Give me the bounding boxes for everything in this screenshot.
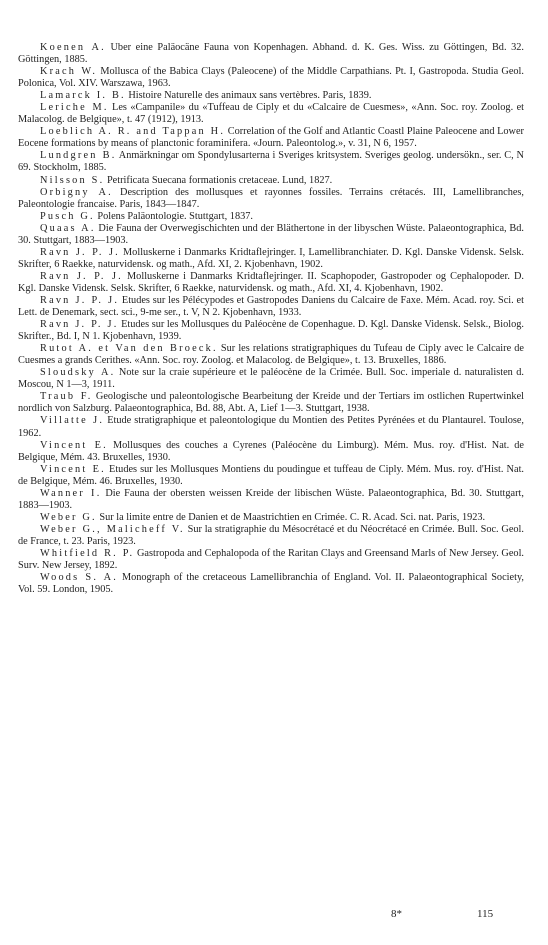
reference-entry [18, 391, 524, 415]
reference-text: Note sur la craie supérieure et le paléocène de la Crimée. Bull. Soc. imperiale d. naturalisten d. Moscou, N 1—3, 1911. [18, 367, 524, 391]
reference-text: Sur la stratigraphie du Mésocrétacé et du Néocrétacé en Crimée. Bull. Soc. Geol. de France, t. 23. Paris, 1923. [18, 523, 524, 547]
reference-entry [18, 126, 524, 150]
reference-entry [18, 175, 524, 187]
reference-author: Lamarck I. B. [40, 90, 126, 102]
reference-text: Molluskerne i Danmarks Kridtaflejringer. II. Scaphopoder, Gastropoder og Cephalopoder. D. Kgl. Danske Vidensk. Selsk. Skrifter, 6 Raekke, naturvidensk. og math., Afd. XI, 4. Kjobenhavn, 1902. [18, 270, 524, 294]
reference-author: Ravn J. P. J. [40, 319, 119, 331]
reference-text: Description des mollusques et rayonnes fossiles. Terrains crétacés. III, Lamellibranches, Paleontologie francaise. Paris, 1843—1847. [18, 186, 524, 210]
reference-author: Loeblich A. R. and Tappan H. [40, 126, 226, 138]
reference-entry [18, 271, 524, 295]
reference-text: Etudes sur les Pélécypodes et Gastropodes Daniens du Calcaire de Faxe. Mém. Acad. roy. Sci. et Lett. de Denemark, sect. sci., 9-me ser., t. V, N 2. Kjobenhavn, 1933. [18, 294, 524, 319]
reference-text: Die Fauna der Overwegischichten und der Bläthertone in der libyschen Wüste. Palaeontographica, Bd. 30. Stuttgart, 1883—1903. [18, 222, 524, 246]
reference-author: Vincent E. [40, 439, 108, 451]
reference-text: Mollusca of the Babica Clays (Paleocene) of the Middle Carpathians. Pt. I, Gastropoda. Studia Geol. Polonica, Vol. XIV. Warszawa, 1963. [18, 66, 524, 90]
reference-text: Molluskerne i Danmarks Kridtaflejringer. I, Lamellibranchiater. D. Kgl. Danske Vidensk. Selsk. Skrifter, 6 Raekke, naturvidensk. og math., Afd. XI, 2. Kjobenhavn, 1902. [18, 246, 524, 270]
reference-author: Villatte J. [40, 415, 105, 427]
reference-entry [18, 512, 524, 524]
reference-text: Sur la limite entre de Danien et de Maastrichtien en Crimée. C. R. Acad. Sci. nat. Paris, 1923. [99, 511, 486, 523]
reference-text: Polens Paläontologie. Stuttgart, 1837. [97, 210, 253, 222]
reference-author: Rutot A. et Van den Broeck. [40, 343, 218, 355]
reference-text: Die Fauna der obersten weissen Kreide der libischen Wüste. Palaeontographica, Bd. 30. Stuttgart, 1883—1903. [18, 487, 524, 511]
reference-author: Whitfield R. P. [40, 547, 135, 559]
reference-author: Vincent E. [40, 463, 106, 475]
reference-entry [18, 488, 524, 512]
reference-author: Sloudsky A. [40, 367, 116, 379]
reference-entry [18, 187, 524, 211]
reference-author: Quaas A. [40, 222, 96, 234]
reference-entry [18, 440, 524, 464]
reference-text: Monograph of the cretaceous Lamellibranchia of England. Vol. II. Palaeontographical Society, Vol. 59. London, 1905. [18, 572, 524, 596]
reference-entry [18, 247, 524, 271]
reference-text: Petrificata Suecana formationis cretaceae. Lund, 1827. [106, 174, 333, 186]
reference-text: Correlation of the Golf and Atlantic Coastl Plaine Paleocene and Lower Eocene formations by means of planctonic foraminifera. «Journ. Paleontolog.», v. 31, N 6, 1957. [18, 126, 524, 150]
reference-entry [18, 415, 524, 439]
reference-text: Les «Campanile» du «Tuffeau de Ciply et du «Calcaire de Cuesmes», «Ann. Soc. roy. Zoolog. et Malacolog. de Belgique», t. 47 (1912), 1913. [18, 102, 525, 126]
reference-entry [18, 102, 524, 126]
reference-entry [18, 464, 524, 488]
reference-text: Etudes sur les Mollusques Montiens du poudingue et tuffeau de Ciply. Mém. Mus. roy. d'Hist. Nat. de Belgique, Mém. 46. Bruxelles, 1930. [18, 463, 525, 487]
reference-entry [18, 367, 524, 391]
reference-entry [18, 42, 524, 66]
reference-entry [18, 150, 524, 174]
reference-author: Koenen A. [40, 42, 106, 53]
reference-entry [18, 66, 524, 90]
reference-text: Histoire Naturelle des animaux sans vertèbres. Paris, 1839. [128, 90, 372, 102]
reference-author: Pusch G. [40, 210, 95, 222]
reference-entry [18, 524, 524, 548]
reference-text: Uber eine Paläocäne Fauna von Kopenhagen. Abhand. d. K. Ges. Wiss. zu Göttingen, Bd. 32. Göttingen, 1885. [18, 42, 525, 66]
reference-entry [18, 572, 524, 596]
reference-author: Lundgren B. [40, 150, 117, 162]
reference-text: Etudes sur les Mollusques du Paléocène de Copenhague. D. Kgl. Danske Vidensk. Selsk., Biolog. Skrifter., Bd. I, N 1. Kjobenhavn, 1939. [18, 319, 524, 343]
reference-text: Geologische und paleontologische Bearbeitung der Kreide und der Tertiars im ostlichen Rupertwinkel nordlich von Salzburg. Palaeontographica, Bd. 88, Abt. A, Lief 1—3. Stuttgart, 1938. [18, 391, 525, 415]
reference-entry [18, 211, 524, 223]
reference-author: Ravn J. P. J. [40, 270, 123, 282]
reference-list [18, 42, 524, 596]
reference-entry [18, 343, 524, 367]
reference-author: Wanner I. [40, 487, 102, 499]
reference-author: Weber G., Malicheff V. [40, 523, 185, 535]
reference-text: Sur les relations stratigraphiques du Tufeau de Ciply avec le Calcaire de Cuesmes a grands Cerithes. «Ann. Soc. roy. Zoolog. et Malacolog. de Belgique», t. 13. Bruxelles, 1886. [18, 343, 524, 367]
reference-text: Anmärkningar om Spondylusarterna i Sveriges kritsystem. Sveriges geolog. undersökn., ser. C, N 69. Stockholm, 1885. [18, 150, 524, 174]
reference-author: Traub F. [40, 391, 93, 403]
reference-author: Nilsson S. [40, 174, 105, 186]
reference-text: Etude stratigraphique et paleontologique du Montien des Petites Pyrénées et du Plantaurel. Toulose, 1962. [18, 415, 525, 439]
reference-author: Ravn J. P. J. [40, 246, 120, 258]
reference-entry [18, 223, 524, 247]
reference-author: Woods S. A. [40, 572, 119, 584]
reference-entry [18, 548, 524, 572]
reference-entry [18, 90, 524, 102]
reference-text: Gastropoda and Cephalopoda of the Raritan Clays and Greensand Marls of New Jersey. Geol. Surv. New Jersey, 1892. [18, 547, 524, 572]
reference-author: Ravn J. P. J. [40, 294, 120, 306]
reference-author: Orbigny A. [40, 186, 113, 198]
reference-author: Krach W. [40, 66, 98, 78]
reference-text: Mollusques des couches a Cyrenes (Paléocène du Limburg). Mém. Mus. roy. d'Hist. Nat. de Belgique, Mém. 43. Bruxelles, 1930. [18, 439, 525, 463]
reference-author: Leriche M. [40, 102, 109, 114]
reference-entry [18, 319, 524, 343]
signature-mark: 8* [391, 908, 402, 920]
reference-entry [18, 295, 524, 319]
page-number: 115 [477, 908, 494, 920]
reference-author: Weber G. [40, 511, 97, 523]
